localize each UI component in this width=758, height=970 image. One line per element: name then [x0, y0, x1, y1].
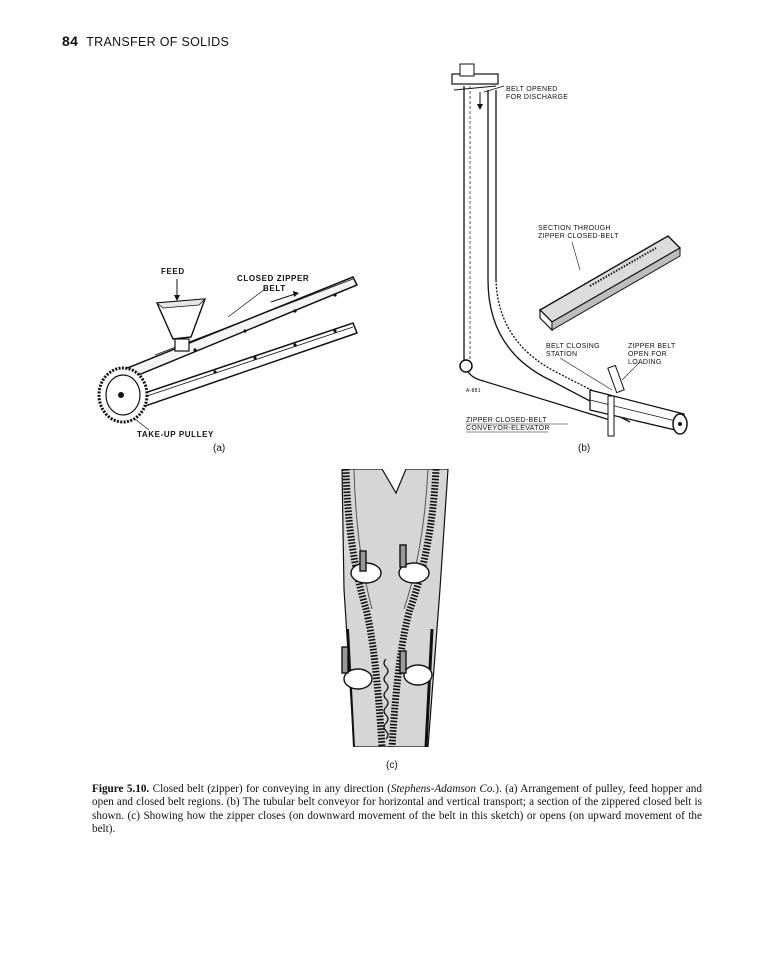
running-title: TRANSFER OF SOLIDS [86, 35, 230, 49]
figure-caption [92, 783, 702, 837]
label-station: STATION [546, 351, 578, 358]
figure-a-belt-conveyor [95, 255, 365, 445]
figure-c-label: (c) [386, 760, 398, 771]
label-drawing-code: A-881 [466, 388, 481, 394]
label-zipper-belt: ZIPPER BELT [628, 343, 676, 350]
label-closed-zipper: CLOSED ZIPPER [237, 274, 310, 283]
label-belt-closing: BELT CLOSING [546, 343, 600, 350]
label-section-through: SECTION THROUGH [538, 225, 611, 232]
label-feed: FEED [161, 267, 185, 276]
figure-c-zipper-photo [336, 469, 450, 747]
label-for-discharge: FOR DISCHARGE [506, 94, 569, 101]
figure-a-label: (a) [213, 443, 226, 454]
label-belt: BELT [263, 284, 286, 293]
label-loading: LOADING [628, 359, 662, 366]
label-zipper-closed-belt: ZIPPER CLOSED-BELT [538, 233, 619, 240]
page-number: 84 [62, 33, 79, 49]
label-take-up-pulley: TAKE-UP PULLEY [137, 430, 214, 439]
label-title-conveyor: CONVEYOR-ELEVATOR [466, 425, 550, 432]
caption-text-1: Closed belt (zipper) for conveying in any direction ( [149, 783, 391, 795]
figure-b-conveyor-elevator [440, 60, 700, 445]
caption-figure-ref: Figure 5.10. [92, 783, 150, 795]
label-title-zipper: ZIPPER CLOSED-BELT [466, 417, 547, 424]
running-header [62, 33, 229, 49]
caption-company: Stephens-Adamson Co. [390, 783, 496, 795]
figure-b-label: (b) [578, 443, 591, 454]
caption-text-2: ). (a) Arrangement of pulley, feed hopper and open and closed belt regions. (b) The tubular belt conveyor for horizontal and vertical transport; a section of the zippered closed belt is shown. (c) Showing how the zipper closes (on downward movement of the belt in this sketch) or opens (on upward movement of the belt). [92, 783, 702, 836]
label-belt-opened: BELT OPENED [506, 86, 558, 93]
label-open-for: OPEN FOR [628, 351, 667, 358]
